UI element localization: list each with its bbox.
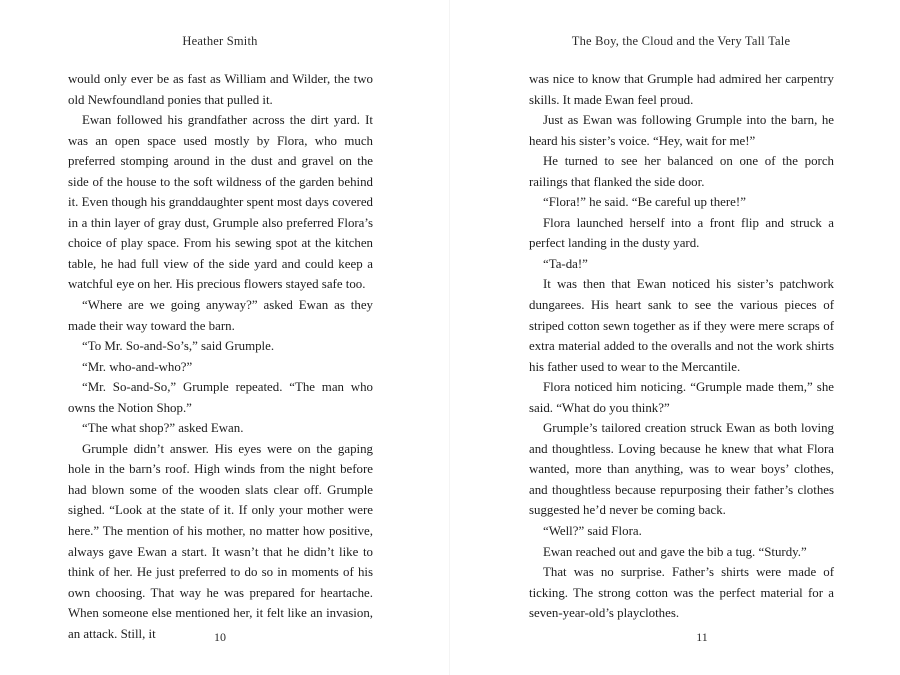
page-number: 10 xyxy=(214,630,226,644)
right-page xyxy=(450,0,900,675)
paragraph: Ewan reached out and gave the bib a tug. “Sturdy.” xyxy=(543,544,807,559)
paragraph: would only ever be as fast as William and Wilder, the two old Newfoundland ponies that pulled it. xyxy=(68,72,373,107)
running-head-author: Heather Smith xyxy=(182,34,258,48)
paragraph: That was no surprise. Father’s shirts were made of ticking. The strong cotton was the perfect material for a seven-year-old’s playclothes. xyxy=(529,565,834,621)
paragraph: Just as Ewan was following Grumple into the barn, he heard his sister’s voice. “Hey, wait for me!” xyxy=(529,113,834,148)
paragraph: “Flora!” he said. “Be careful up there!” xyxy=(543,195,746,210)
paragraph: Grumple didn’t answer. His eyes were on the gaping hole in the barn’s roof. High winds from the night before had blown some of the wooden slats clear off. Grumple sighed. “Look at the state of it. If only your mother were here.” The mention of his mother, no matter how positive, always gave Ewan a start. It wasn’t that he didn’t like to think of her. He just preferred to do so in moments of his own choosing. That way he was prepared for heartache. When someone else mentioned her, it felt like an invasion, an attack. Still, it xyxy=(68,441,373,641)
paragraph: was nice to know that Grumple had admired her carpentry skills. It made Ewan feel proud. xyxy=(529,72,834,107)
paragraph: It was then that Ewan noticed his sister’s patchwork dungarees. His heart sank to see the various pieces of striped cotton sewn together as if they were mere scraps of extra material added to the overalls and not the work shirts his father used to wear to the Mercantile. xyxy=(529,277,834,374)
paragraph: Grumple’s tailored creation struck Ewan as both loving and thoughtless. Loving because he knew that what Flora wanted, more than anything, was to wear boys’ clothes, and thoughtless because repurposing their father’s clothes suggested he’d never be coming back. xyxy=(529,421,834,518)
paragraph: “To Mr. So-and-So’s,” said Grumple. xyxy=(82,339,275,354)
running-head-title: The Boy, the Cloud and the Very Tall Tale xyxy=(571,34,791,48)
left-page-body xyxy=(68,69,373,644)
paragraph: Ewan followed his grandfather across the dirt yard. It was an open space used mostly by Flora, who much preferred stomping around in the dust and gravel on the side of the house to the soft wildness of the garden behind it. Even though his granddaughter spent most days covered in a thin layer of gray dust, Grumple also preferred Flora’s choice of play space. From his sewing spot at the kitchen table, he had full view of the side yard and could keep a watchful eye on her. His precious flowers stayed safe too. xyxy=(68,113,373,292)
paragraph: “Ta-da!” xyxy=(543,256,588,271)
paragraph: “Mr. So-and-So,” Grumple repeated. “The man who owns the Notion Shop.” xyxy=(68,380,373,415)
paragraph: Flora launched herself into a front flip and struck a perfect landing in the dusty yard. xyxy=(529,215,834,251)
right-page-body xyxy=(529,69,834,624)
paragraph: “Where are we going anyway?” asked Ewan as they made their way toward the barn. xyxy=(68,298,373,333)
paragraph: “Well?” said Flora. xyxy=(543,524,642,539)
page-number: 11 xyxy=(696,630,708,644)
paragraph: “The what shop?” asked Ewan. xyxy=(82,421,244,436)
paragraph: “Mr. who-and-who?” xyxy=(82,359,193,374)
paragraph: Flora noticed him noticing. “Grumple made them,” she said. “What do you think?” xyxy=(529,380,834,415)
paragraph: He turned to see her balanced on one of the porch railings that flanked the side door. xyxy=(529,154,834,189)
